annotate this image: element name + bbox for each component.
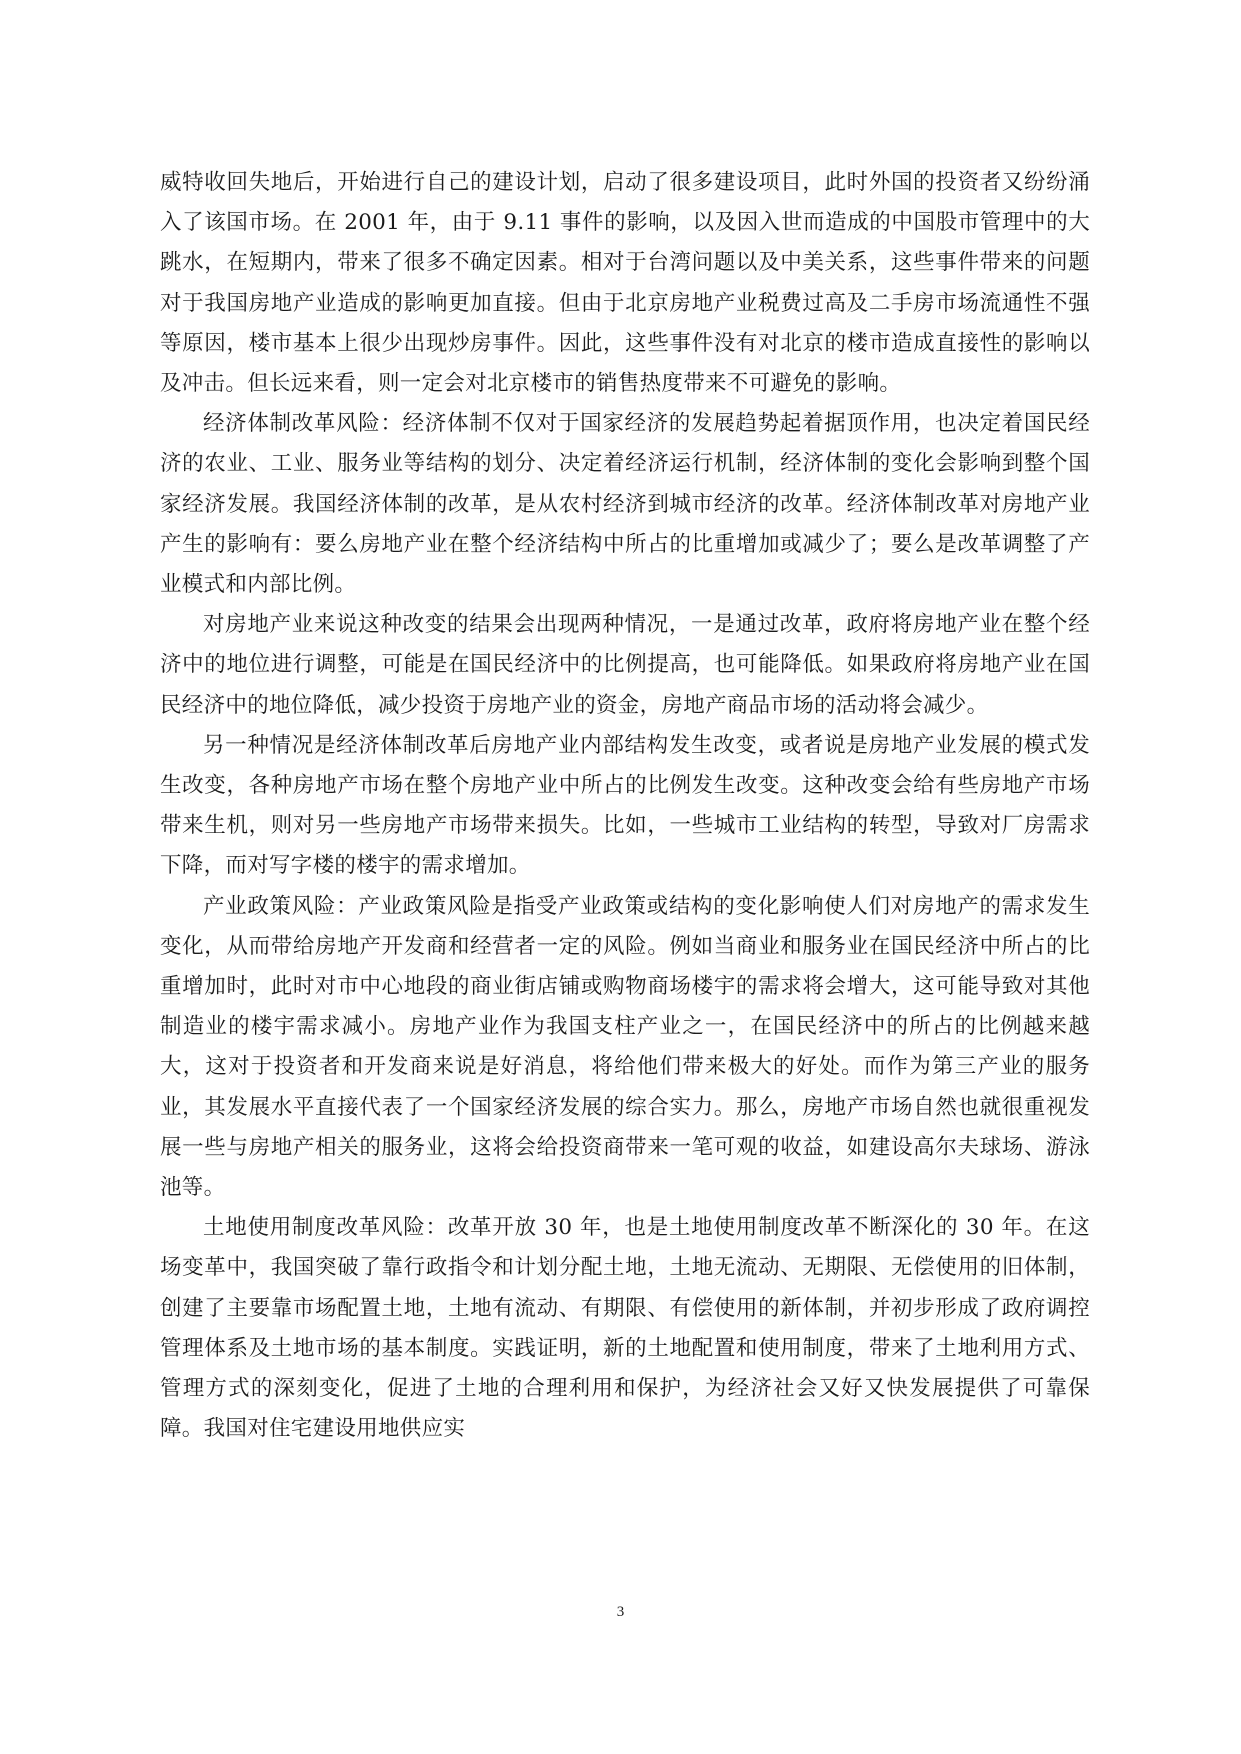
paragraph-internal-structure: 另一种情况是经济体制改革后房地产业内部结构发生改变，或者说是房地产业发展的模式发生改变，各种房地产市场在整个房地产业中所占的比例发生改变。这种改变会给有些房地产市场带来生机，则对另一些房地产市场带来损失。比如，一些城市工业结构的转型，导致对厂房需求下降，而对写字楼的楼宇的需求增加。 [160,732,1090,879]
paragraph-continued: 威特收回失地后，开始进行自己的建设计划，启动了很多建设项目，此时外国的投资者又纷纷涌入了该国市场。在 2001 年，由于 9.11 事件的影响，以及因入世而造成的中国股市管理中的大跳水，在短期内，带来了很多不确定因素。相对于台湾问题以及中美关系，这些事件带来的问题对于我国房地产业造成的影响更加直接。但由于北京房地产业税费过高及二手房市场流通性不强等原因，楼市基本上很少出现炒房事件。因此，这些事件没有对北京的楼市造成直接性的影响以及冲击。但长远来看，则一定会对北京楼市的销售热度带来不可避免的影响。 [160,170,1090,397]
body-text [160,163,1090,1450]
paragraph-industrial-policy-risk: 产业政策风险：产业政策风险是指受产业政策或结构的变化影响使人们对房地产的需求发生变化，从而带给房地产开发商和经营者一定的风险。例如当商业和服务业在国民经济中所占的比重增加时，此时对市中心地段的商业街店铺或购物商场楼宇的需求将会增大，这可能导致对其他制造业的楼宇需求减小。房地产业作为我国支柱产业之一，在国民经济中的所占的比例越来越大，这对于投资者和开发商来说是好消息，将给他们带来极大的好处。而作为第三产业的服务业，其发展水平直接代表了一个国家经济发展的综合实力。那么，房地产市场自然也就很重视发展一些与房地产相关的服务业，这将会给投资商带来一笔可观的收益，如建设高尔夫球场、游泳池等。 [160,893,1090,1201]
paragraph-two-situations: 对房地产业来说这种改变的结果会出现两种情况，一是通过改革，政府将房地产业在整个经济中的地位进行调整，可能是在国民经济中的比例提高，也可能降低。如果政府将房地产业在国民经济中的地位降低，减少投资于房地产业的资金，房地产商品市场的活动将会减少。 [160,612,1090,718]
paragraph-land-use-reform-risk: 土地使用制度改革风险：改革开放 30 年，也是土地使用制度改革不断深化的 30 年。在这场变革中，我国突破了靠行政指令和计划分配土地，土地无流动、无期限、无偿使用的旧体制，创建了主要靠市场配置土地，土地有流动、有期限、有偿使用的新体制，并初步形成了政府调控管理体系及土地市场的基本制度。实践证明，新的土地配置和使用制度，带来了土地利用方式、管理方式的深刻变化，促进了土地的合理利用和保护，为经济社会又好又快发展提供了可靠保障。我国对住宅建设用地供应实 [160,1215,1090,1442]
page-number: 3 [616,1604,625,1620]
paragraph-economic-reform-risk: 经济体制改革风险：经济体制不仅对于国家经济的发展趋势起着据顶作用，也决定着国民经济的农业、工业、服务业等结构的划分、决定着经济运行机制，经济体制的变化会影响到整个国家经济发展。我国经济体制的改革，是从农村经济到城市经济的改革。经济体制改革对房地产业产生的影响有：要么房地产业在整个经济结构中所占的比重增加或减少了；要么是改革调整了产业模式和内部比例。 [160,411,1090,598]
